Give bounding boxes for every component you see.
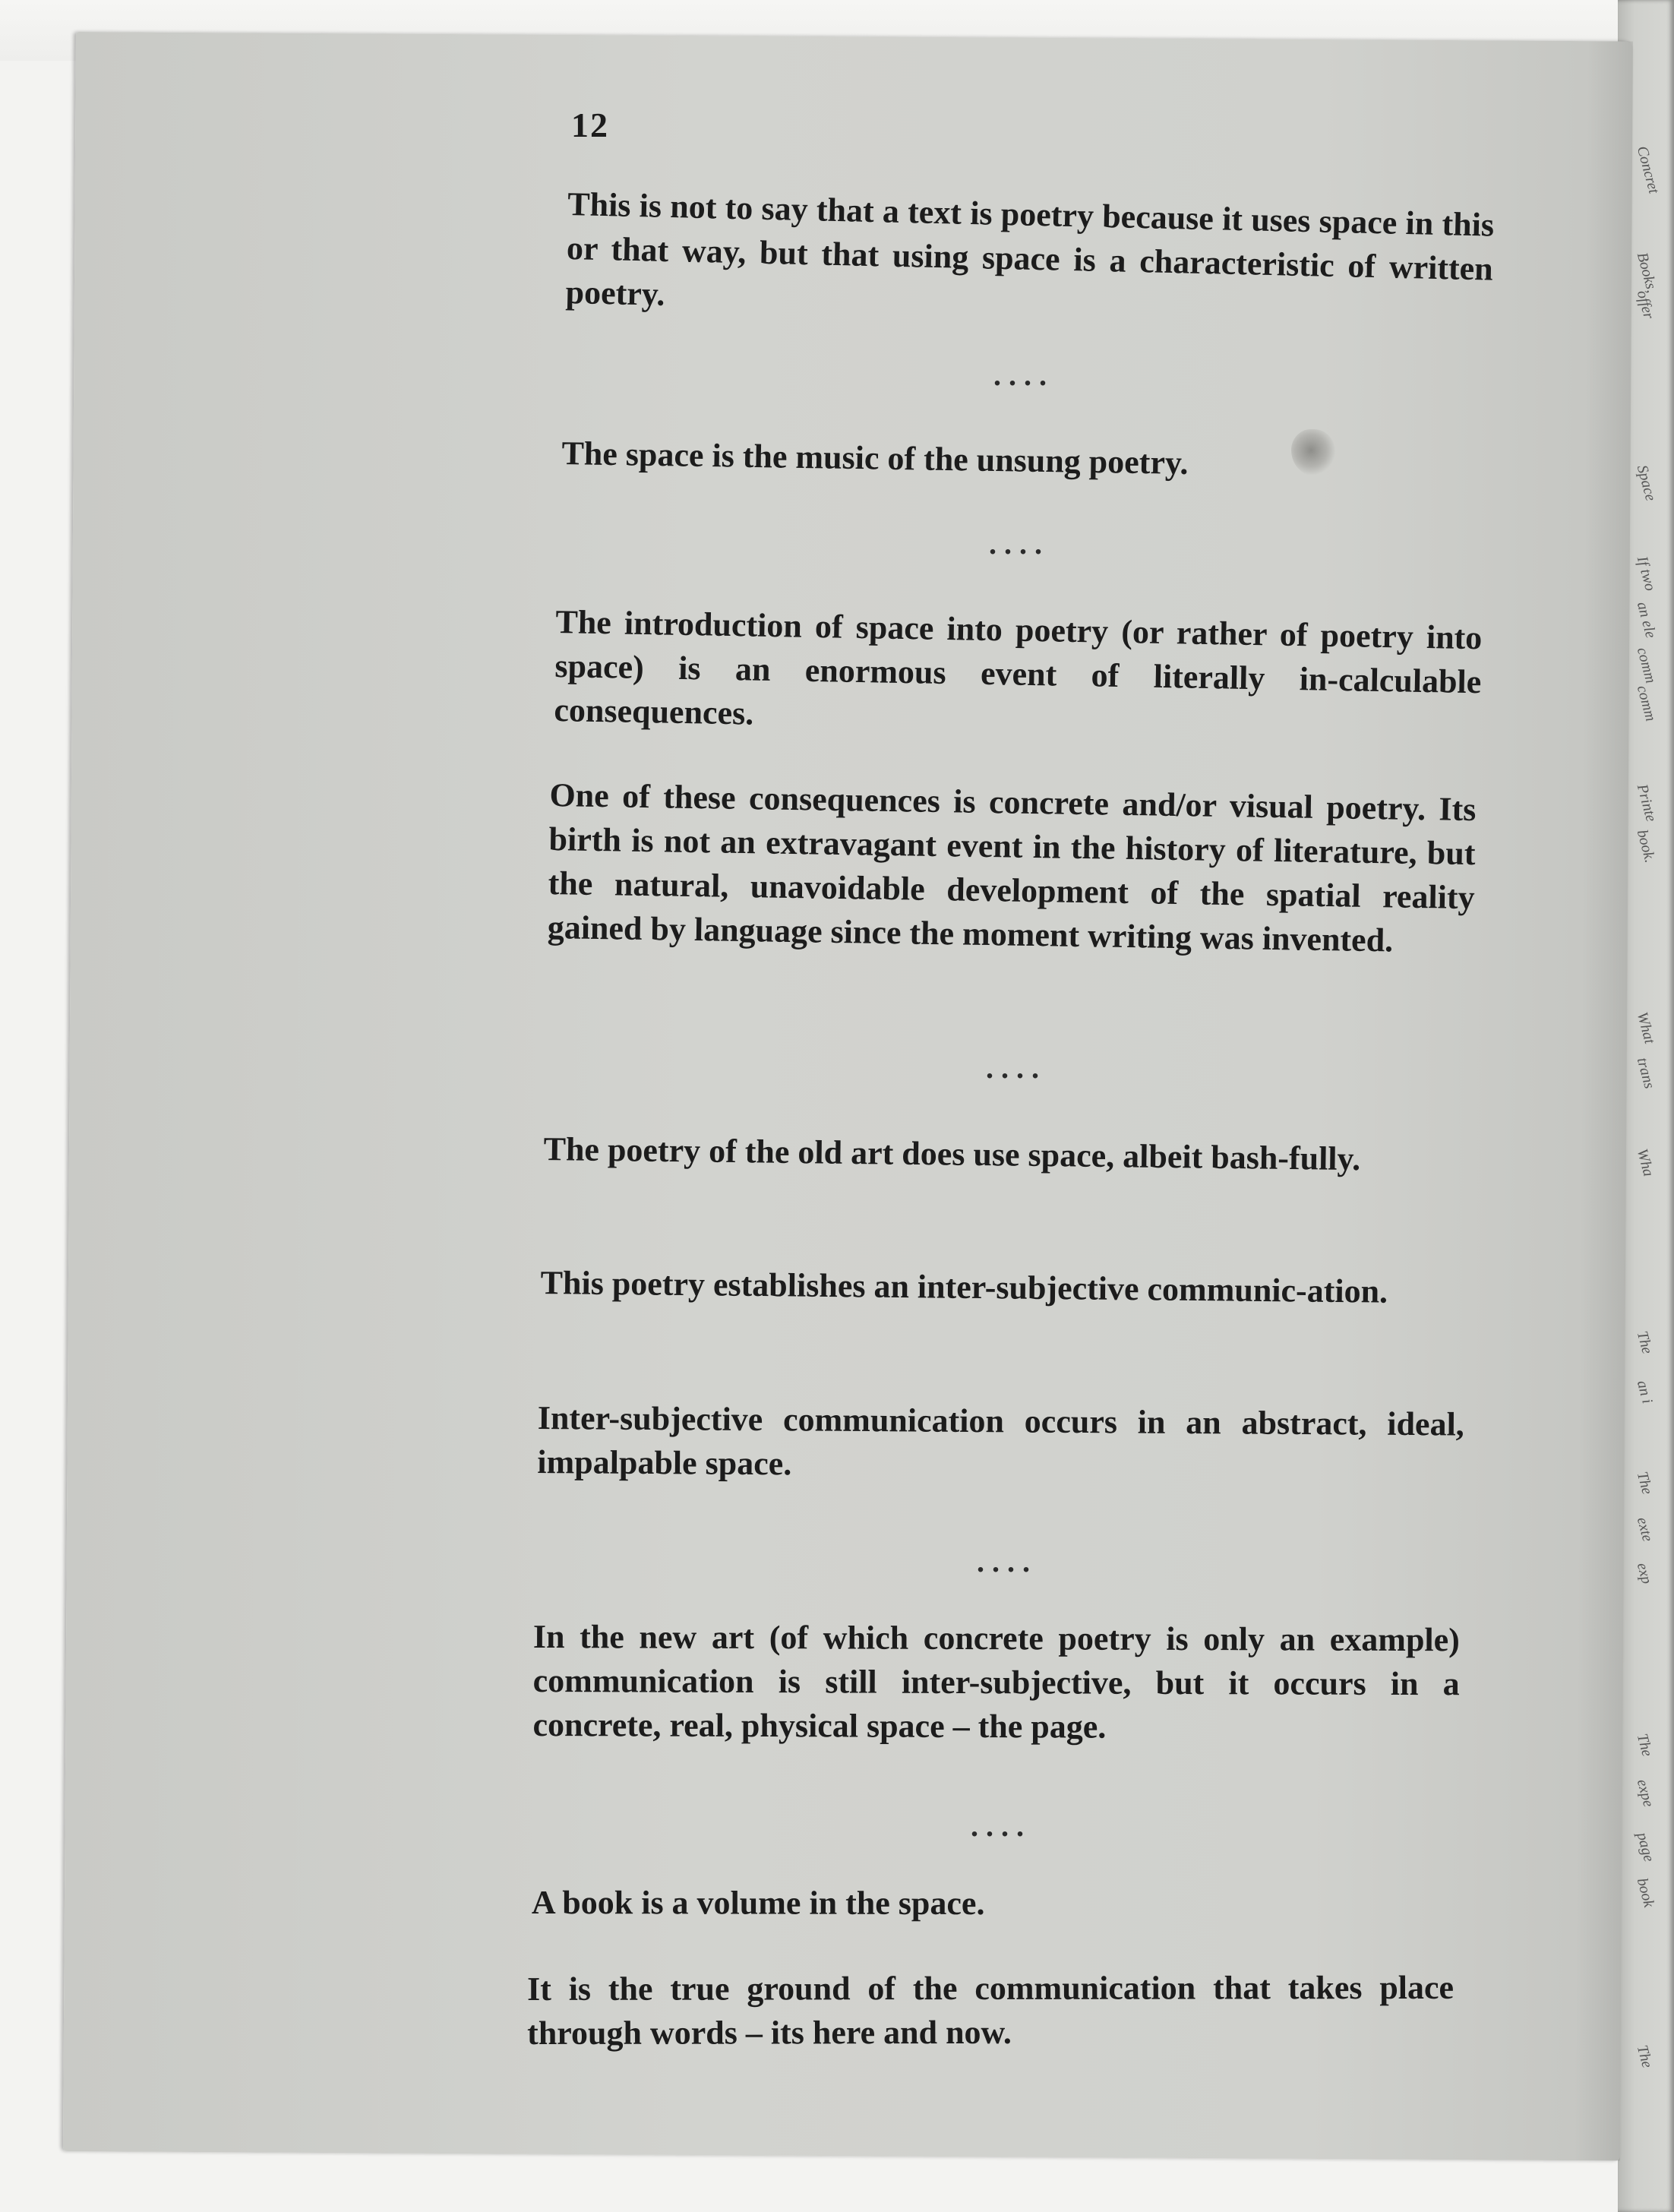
next-page-fragment: Books, [1633,251,1660,295]
next-page-fragment: If two [1633,555,1659,593]
paragraph: One of these consequences is concrete and/or visual poetry. Its birth is not an extravagant event in the history of literature, but the natural, unavoidable development of the spatial reality gained by language since the moment writing was invented. [547,776,1477,959]
paragraph: The space is the music of the unsung poetry. [561,434,1189,482]
section-separator: .... [989,526,1050,561]
paragraph: The introduction of space into poetry (or rather of poetry into space) is an enormous event of literally in-calculable consequences. [554,602,1483,732]
paragraph: Inter-subjective communication occurs in an abstract, ideal, impalpable space. [537,1398,1464,1483]
next-page-fragment: book. [1633,828,1659,865]
paragraph: This poetry establishes an inter-subjective communic-ation. [540,1263,1388,1310]
page-number: 12 [571,106,609,144]
next-page-fragment: The [1633,1732,1656,1759]
paragraph: The poetry of the old art does use space, albeit bash-fully. [543,1130,1361,1178]
next-page-fragment: comm [1633,684,1660,723]
next-page-fragment: an i [1633,1379,1656,1406]
next-page-fragment: an ele [1633,600,1660,640]
next-page-fragment: offer [1633,289,1657,321]
next-page-fragment: The [1633,1329,1656,1356]
section-separator: .... [977,1544,1038,1578]
section-separator: .... [993,358,1054,392]
next-page-fragment: page [1633,1831,1658,1864]
next-page-fragment: Wha [1633,1147,1657,1179]
next-page-fragment: book [1633,1876,1658,1910]
next-page-fragment: The [1633,1470,1656,1496]
next-page-fragment: exp [1633,1561,1656,1586]
next-page-fragment: exte [1633,1515,1657,1544]
next-page-fragment: Space [1633,463,1660,503]
next-page-fragment: What [1633,1010,1658,1046]
next-page-fragment: Printe [1633,782,1660,823]
paragraph: In the new art (of which concrete poetry is only an example) communication is still inter-subjective, but it occurs in a concrete, real, physical space – the page. [532,1618,1460,1746]
next-page-fragment: trans [1633,1056,1658,1091]
next-page-fragment: The [1633,2043,1656,2070]
paragraph: It is the true ground of the communication that takes place through words – its here and now. [527,1968,1454,2052]
next-page-fragment: expe [1633,1778,1657,1809]
section-separator: .... [971,1809,1031,1843]
next-page-fragment: Concret [1633,144,1663,196]
section-separator: .... [986,1051,1047,1085]
paragraph: This is not to say that a text is poetry because it uses space in this or that way, but that using space is a characteristic of written poetry. [565,185,1495,313]
next-page-fragment: comm [1633,646,1660,685]
paragraph: A book is a volume in the space. [531,1884,985,1923]
